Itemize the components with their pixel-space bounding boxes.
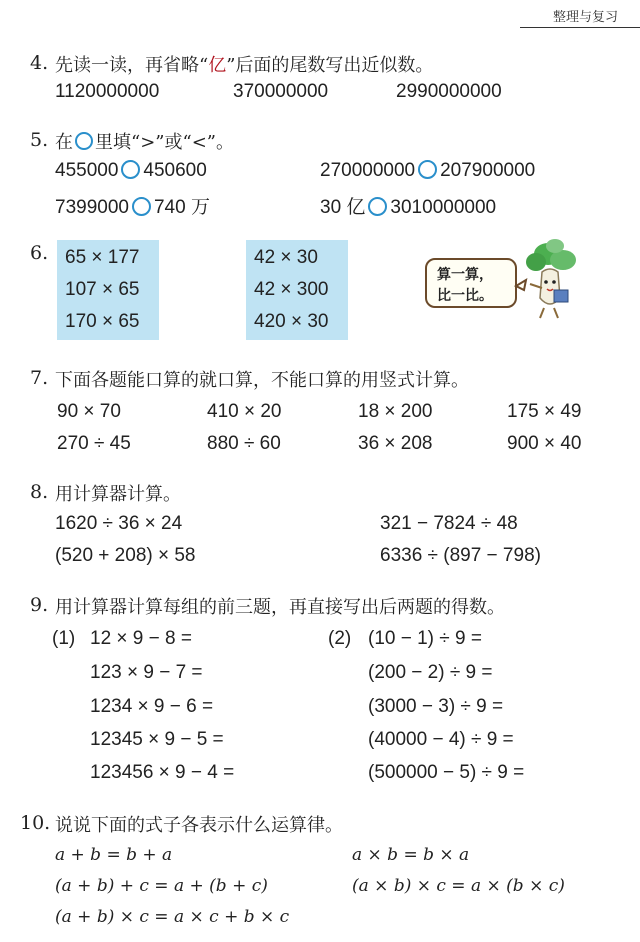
q9-g2-item-2: (200 − 2) ÷ 9 =: [368, 662, 493, 683]
q5-title: [55, 128, 234, 154]
q5-item-4-left: 30 亿: [320, 197, 366, 218]
law-distributive: (a + b) × c = a × c + b × c: [55, 907, 290, 927]
q9-g2-item-1: (10 − 1) ÷ 9 =: [368, 628, 482, 649]
q7-title: 下面各题能口算的就口算，不能口算的用竖式计算。: [55, 370, 469, 391]
q7-r2-item-2: 880 ÷ 60: [207, 433, 281, 454]
q6-group-1: [57, 240, 159, 340]
q4-value-3: 2990000000: [396, 81, 502, 102]
law-add-associative: (a + b) + c = a + (b + c): [55, 876, 268, 896]
q8-title: 用计算器计算。: [55, 484, 181, 505]
q10-number: 10.: [20, 812, 51, 834]
q4-title-a: 先读一读，再省略“: [55, 55, 209, 76]
q5-item-4: [320, 192, 496, 219]
q9-number: 9.: [30, 594, 49, 616]
q8-number: 8.: [30, 481, 49, 503]
q9-g1-item-5: 123456 × 9 − 4 =: [90, 762, 235, 783]
q9-g1-item-2: 123 × 9 − 7 =: [90, 662, 203, 683]
bubble-line-2: 比一比。: [437, 288, 493, 304]
q6-g1-item-3: 170 × 65: [65, 311, 140, 332]
q6-g2-item-2: 42 × 300: [254, 279, 329, 300]
q6-number: 6.: [30, 242, 49, 264]
q7-r1-item-3: 18 × 200: [358, 401, 433, 422]
q5-item-4-right: 3010000000: [390, 197, 497, 218]
q7-r2-item-1: 270 ÷ 45: [57, 433, 131, 454]
q7-r2-item-4: 900 × 40: [507, 433, 582, 454]
q7-number: 7.: [30, 367, 49, 389]
q9-g2-item-3: (3000 − 3) ÷ 9 =: [368, 696, 504, 717]
q4-title-b: ”后面的尾数写出近似数。: [226, 55, 434, 76]
q6-g2-item-3: 420 × 30: [254, 311, 329, 332]
law-mul-associative: (a × b) × c = a × (b × c): [352, 876, 565, 896]
q5-number: 5.: [30, 129, 49, 151]
q4-title-red: 亿: [208, 55, 227, 76]
q9-label-1: (1): [52, 628, 76, 649]
bubble-line-1: 算一算，: [437, 267, 493, 283]
answer-circle[interactable]: [418, 160, 437, 179]
q10-title: 说说下面的式子各表示什么运算律。: [55, 815, 343, 836]
answer-circle[interactable]: [121, 160, 140, 179]
q9-g1-item-4: 12345 × 9 − 5 =: [90, 729, 224, 750]
q9-g2-item-4: (40000 − 4) ÷ 9 =: [368, 729, 514, 750]
q5-item-1-left: 455000: [55, 160, 119, 181]
q7-r1-item-2: 410 × 20: [207, 401, 282, 422]
law-mul-commutative: a × b = b × a: [352, 845, 470, 865]
q4-value-2: 370000000: [233, 81, 329, 102]
header-rule: [520, 27, 640, 28]
q4-title: [55, 51, 433, 77]
q5-item-2-left: 270000000: [320, 160, 416, 181]
q6-g1-item-1: 65 × 177: [65, 247, 140, 268]
q6-g2-item-1: 42 × 30: [254, 247, 318, 268]
q5-item-2-right: 207900000: [440, 160, 536, 181]
q9-label-2: (2): [328, 628, 352, 649]
q5-title-a: 在: [55, 132, 73, 153]
q7-r1-item-1: 90 × 70: [57, 401, 121, 422]
q4-value-1: 1120000000: [55, 81, 160, 102]
q5-item-3-left: 7399000: [55, 197, 129, 218]
q9-g1-item-3: 1234 × 9 − 6 =: [90, 696, 214, 717]
q5-title-b: 里填“>”或“<”。: [95, 132, 234, 153]
q8-item-4: 6336 ÷ (897 − 798): [380, 545, 541, 566]
q5-item-1: [55, 160, 207, 182]
q5-item-3: [55, 192, 210, 219]
q8-item-2: 321 − 7824 ÷ 48: [380, 513, 518, 534]
page-header: 整理与复习: [552, 10, 618, 25]
q9-title: 用计算器计算每组的前三题，再直接写出后两题的得数。: [55, 597, 505, 618]
q4-number: 4.: [30, 52, 49, 74]
q5-item-3-right: 740 万: [153, 197, 210, 218]
law-add-commutative: a + b = b + a: [55, 845, 173, 865]
q8-item-1: 1620 ÷ 36 × 24: [55, 513, 183, 534]
q5-item-1-right: 450600: [143, 160, 207, 181]
q6-g1-item-2: 107 × 65: [65, 279, 140, 300]
q5-item-2: [320, 160, 535, 182]
q8-item-3: (520 + 208) × 58: [55, 545, 196, 566]
speech-bubble: [425, 258, 517, 308]
circle-icon: [75, 132, 93, 150]
q7-r2-item-3: 36 × 208: [358, 433, 433, 454]
answer-circle[interactable]: [368, 197, 387, 216]
answer-circle[interactable]: [132, 197, 151, 216]
q9-g1-item-1: 12 × 9 − 8 =: [90, 628, 192, 649]
q9-g2-item-5: (500000 − 5) ÷ 9 =: [368, 762, 525, 783]
q6-group-2: [246, 240, 348, 340]
radish-mascot-icon: [508, 238, 590, 322]
q7-r1-item-4: 175 × 49: [507, 401, 582, 422]
